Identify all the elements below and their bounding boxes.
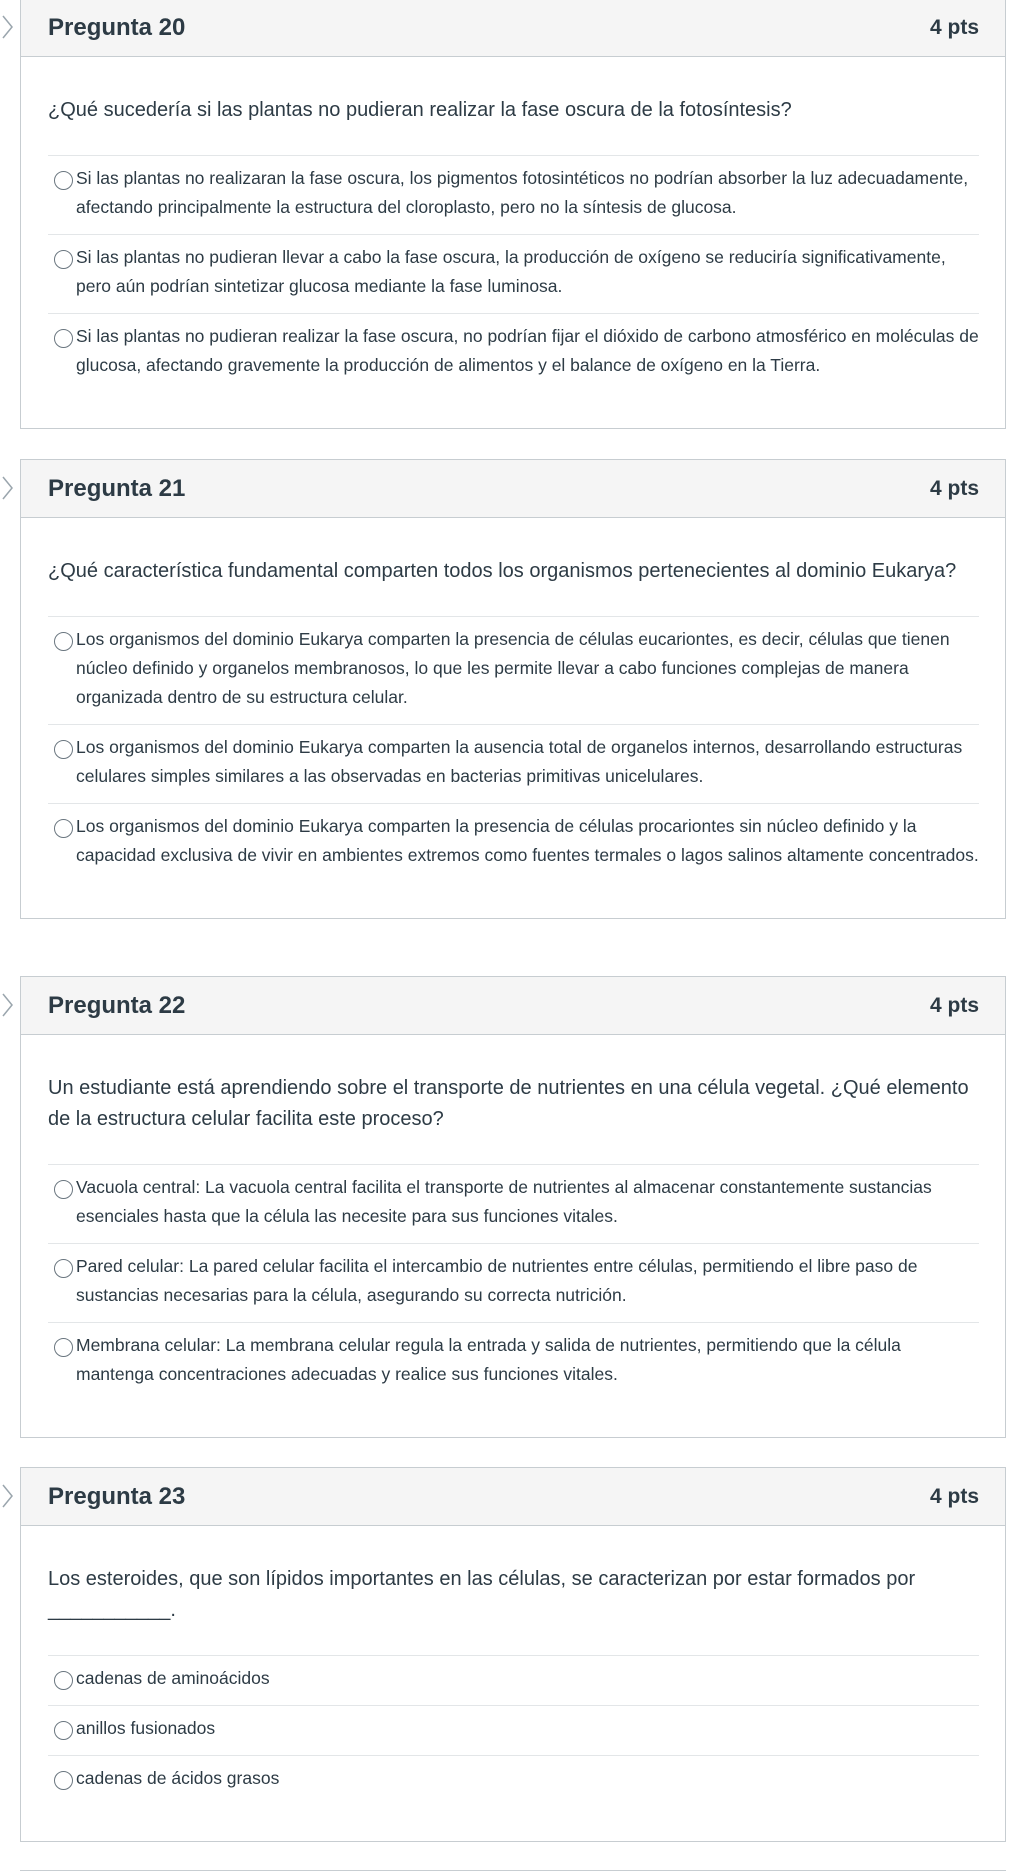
answer-label[interactable]: Los organismos del dominio Eukarya comparten la presencia de células procariontes sin núcleo definido y la capacidad exclusiva de vivir en ambientes extremos como fuentes termales o lagos salinos altamente concentrados. xyxy=(76,816,979,865)
question-title: Pregunta 21 xyxy=(48,474,186,502)
radio-button[interactable] xyxy=(54,819,73,838)
answer-label[interactable]: Si las plantas no realizaran la fase oscura, los pigmentos fotosintéticos no podrían absorber la luz adecuadamente, afectando principalmente la estructura del cloroplasto, pero no la síntesis de glucosa. xyxy=(76,168,969,217)
question-marker-icon[interactable] xyxy=(1,13,15,41)
answer-label[interactable]: Vacuola central: La vacuola central facilita el transporte de nutrientes al almacenar constantemente sustancias esenciales hasta que la célula las necesite para sus funciones vitales. xyxy=(76,1177,932,1226)
radio-button[interactable] xyxy=(54,740,73,759)
answer-option[interactable] xyxy=(48,1756,979,1805)
question-title: Pregunta 23 xyxy=(48,1482,186,1510)
question-body xyxy=(21,57,1005,428)
radio-button[interactable] xyxy=(54,1721,73,1740)
answer-option[interactable] xyxy=(48,156,979,235)
answer-option[interactable] xyxy=(48,314,979,392)
question-card-23 xyxy=(20,1467,1006,1842)
answer-list xyxy=(48,1164,979,1401)
answer-option[interactable] xyxy=(48,235,979,314)
question-points: 4 pts xyxy=(929,15,979,39)
question-card-22 xyxy=(20,976,1006,1438)
question-header xyxy=(21,977,1005,1035)
question-marker-icon[interactable] xyxy=(1,991,15,1019)
question-text: ¿Qué sucedería si las plantas no pudieran realizar la fase oscura de la fotosíntesis? xyxy=(48,99,792,121)
question-body xyxy=(21,1526,1005,1841)
answer-label[interactable]: anillos fusionados xyxy=(76,1718,216,1738)
question-text: Los esteroides, que son lípidos importantes en las células, se caracterizan por estar formados por ___________. xyxy=(48,1568,916,1621)
question-header xyxy=(21,460,1005,518)
answer-label[interactable]: Si las plantas no pudieran llevar a cabo la fase oscura, la producción de oxígeno se reduciría significativamente, pero aún podrían sintetizar glucosa mediante la fase luminosa. xyxy=(76,247,946,296)
answer-list xyxy=(48,616,979,882)
radio-button[interactable] xyxy=(54,1259,73,1278)
answer-label[interactable]: Si las plantas no pudieran realizar la fase oscura, no podrían fijar el dióxido de carbono atmosférico en moléculas de glucosa, afectando gravemente la producción de alimentos y el balance de oxígeno en la Tierra. xyxy=(76,326,979,375)
answer-label[interactable]: cadenas de ácidos grasos xyxy=(76,1768,280,1788)
question-marker-icon[interactable] xyxy=(1,474,15,502)
question-body xyxy=(21,1035,1005,1437)
radio-button[interactable] xyxy=(54,171,73,190)
answer-option[interactable] xyxy=(48,725,979,804)
question-header xyxy=(21,0,1005,57)
question-body xyxy=(21,518,1005,918)
answer-option[interactable] xyxy=(48,1165,979,1244)
answer-option[interactable] xyxy=(48,1706,979,1756)
question-header xyxy=(21,1468,1005,1526)
radio-button[interactable] xyxy=(54,329,73,348)
radio-button[interactable] xyxy=(54,1771,73,1790)
question-points: 4 pts xyxy=(929,993,979,1017)
answer-label[interactable]: Membrana celular: La membrana celular regula la entrada y salida de nutrientes, permitiendo que la célula mantenga concentraciones adecuadas y realice sus funciones vitales. xyxy=(76,1335,901,1384)
question-text: Un estudiante está aprendiendo sobre el transporte de nutrientes en una célula vegetal. ¿Qué elemento de la estructura celular facilita este proceso? xyxy=(48,1077,969,1130)
answer-option[interactable] xyxy=(48,804,979,882)
radio-button[interactable] xyxy=(54,1338,73,1357)
question-card-20 xyxy=(20,0,1006,429)
answer-option[interactable] xyxy=(48,1323,979,1401)
radio-button[interactable] xyxy=(54,250,73,269)
question-points: 4 pts xyxy=(929,1484,979,1508)
radio-button[interactable] xyxy=(54,1180,73,1199)
answer-list xyxy=(48,155,979,392)
question-title: Pregunta 22 xyxy=(48,991,186,1019)
question-card-21 xyxy=(20,459,1006,919)
answer-label[interactable]: Los organismos del dominio Eukarya comparten la ausencia total de organelos internos, desarrollando estructuras celulares simples similares a las observadas en bacterias primitivas unicelulares. xyxy=(76,737,963,786)
answer-list xyxy=(48,1655,979,1805)
answer-label[interactable]: Los organismos del dominio Eukarya comparten la presencia de células eucariontes, es decir, células que tienen núcleo definido y organelos membranosos, lo que les permite llevar a cabo funciones complejas de manera organizada dentro de su estructura celular. xyxy=(76,629,950,707)
answer-option[interactable] xyxy=(48,617,979,725)
question-points: 4 pts xyxy=(929,476,979,500)
question-title: Pregunta 20 xyxy=(48,13,186,41)
radio-button[interactable] xyxy=(54,1671,73,1690)
answer-option[interactable] xyxy=(48,1244,979,1323)
radio-button[interactable] xyxy=(54,632,73,651)
question-text: ¿Qué característica fundamental comparten todos los organismos pertenecientes al dominio Eukarya? xyxy=(48,560,957,582)
answer-label[interactable]: cadenas de aminoácidos xyxy=(76,1668,270,1688)
answer-label[interactable]: Pared celular: La pared celular facilita el intercambio de nutrientes entre células, permitiendo el libre paso de sustancias necesarias para la célula, asegurando su correcta nutrición. xyxy=(76,1256,918,1305)
next-question-edge xyxy=(20,1870,1006,1871)
answer-option[interactable] xyxy=(48,1656,979,1706)
question-marker-icon[interactable] xyxy=(1,1482,15,1510)
